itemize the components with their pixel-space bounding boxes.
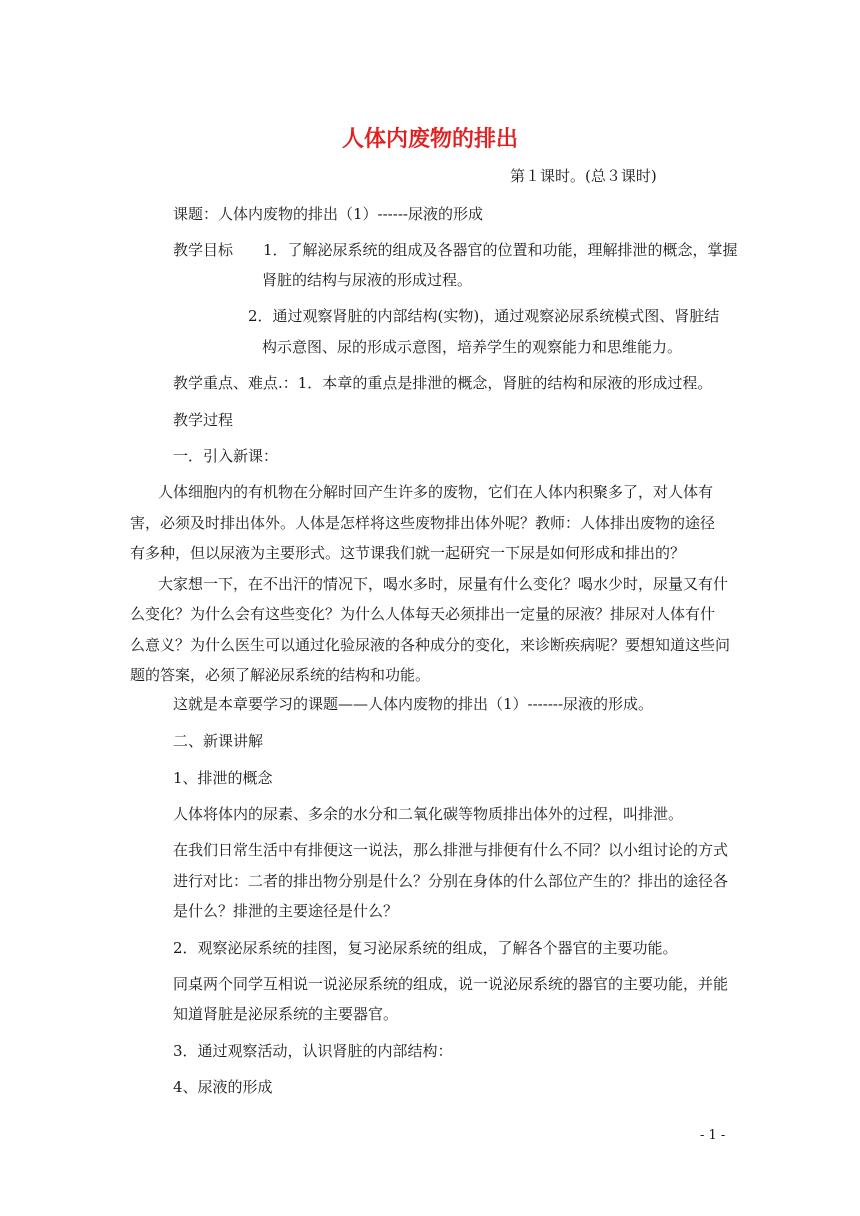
- intro-paragraph-1-line-2: 害，必须及时排出体外。人体是怎样将这些废物排出体外呢？教师：人体排出废物的途径: [130, 514, 716, 532]
- item-2-text-line-1: 同桌两个同学互相说一说泌尿系统的组成，说一说泌尿系统的器官的主要功能，并能: [173, 975, 729, 993]
- intro-paragraph-2-line-3: 么意义？为什么医生可以通过化验尿液的各种成分的变化，来诊断疾病呢？要想知道这些问: [130, 636, 731, 654]
- intro-paragraph-1-line-1: 人体细胞内的有机物在分解时回产生许多的废物，它们在人体内积聚多了，对人体有: [158, 483, 714, 501]
- item-1-discussion-line-3: 是什么？排泄的主要途径是什么？: [173, 902, 399, 920]
- item-1-definition: 人体将体内的尿素、多余的水分和二氧化碳等物质排出体外的过程，叫排泄。: [173, 805, 684, 823]
- page-number: - 1 -: [700, 1128, 726, 1143]
- key-points: 教学重点、难点.：1．本章的重点是排泄的概念，肾脏的结构和尿液的形成过程。: [173, 374, 713, 392]
- topic-line: 课题：人体内废物的排出（1）------尿液的形成: [173, 205, 483, 223]
- item-2: 2．观察泌尿系统的挂图，复习泌尿系统的组成，了解各个器官的主要功能。: [173, 939, 678, 957]
- goal-2-line-2: 构示意图、尿的形成示意图，培养学生的观察能力和思维能力。: [262, 338, 683, 356]
- document-title: 人体内废物的排出: [341, 127, 518, 152]
- item-1-discussion-line-1: 在我们日常生活中有排便这一说法，那么排泄与排便有什么不同？以小组讨论的方式: [173, 841, 729, 859]
- item-4: 4、尿液的形成: [173, 1078, 273, 1096]
- goal-2-line-1: 2．通过观察肾脏的内部结构(实物)，通过观察泌尿系统模式图、肾脏结: [248, 307, 720, 325]
- intro-paragraph-2-line-1: 大家想一下，在不出汗的情况下，喝水多时，尿量有什么变化？喝水少时，尿量又有什: [158, 575, 729, 593]
- intro-paragraph-3: 这就是本章要学习的课题——人体内废物的排出（1）-------尿液的形成。: [173, 695, 654, 713]
- item-3: 3．通过观察活动，认识肾脏的内部结构：: [173, 1042, 453, 1060]
- process-heading: 教学过程: [173, 411, 234, 429]
- intro-paragraph-2-line-2: 么变化？为什么会有这些变化？为什么人体每天必须排出一定量的尿液？排尿对人体有什: [130, 605, 716, 623]
- item-2-text-line-2: 知道肾脏是泌尿系统的主要器官。: [173, 1005, 399, 1023]
- intro-paragraph-1-line-3: 有多种，但以尿液为主要形式。这节课我们就一起研究一下尿是如何形成和排出的？: [130, 544, 686, 562]
- goal-1-line-1: 教学目标 1．了解泌尿系统的组成及各器官的位置和功能，理解排泄的概念，掌握: [173, 241, 738, 259]
- section-1-heading: 一．引入新课：: [173, 447, 279, 465]
- lesson-info: 第１课时。(总３课时): [510, 167, 657, 185]
- intro-paragraph-2-line-4: 题的答案，必须了解泌尿系统的结构和功能。: [130, 666, 431, 684]
- section-2-heading: 二、新课讲解: [173, 732, 264, 750]
- item-1-title: 1、排泄的概念: [173, 769, 273, 787]
- item-1-discussion-line-2: 进行对比：二者的排出物分别是什么？分别在身体的什么部位产生的？排出的途径各: [173, 872, 729, 890]
- goal-1-line-2: 肾脏的结构与尿液的形成过程。: [262, 271, 473, 289]
